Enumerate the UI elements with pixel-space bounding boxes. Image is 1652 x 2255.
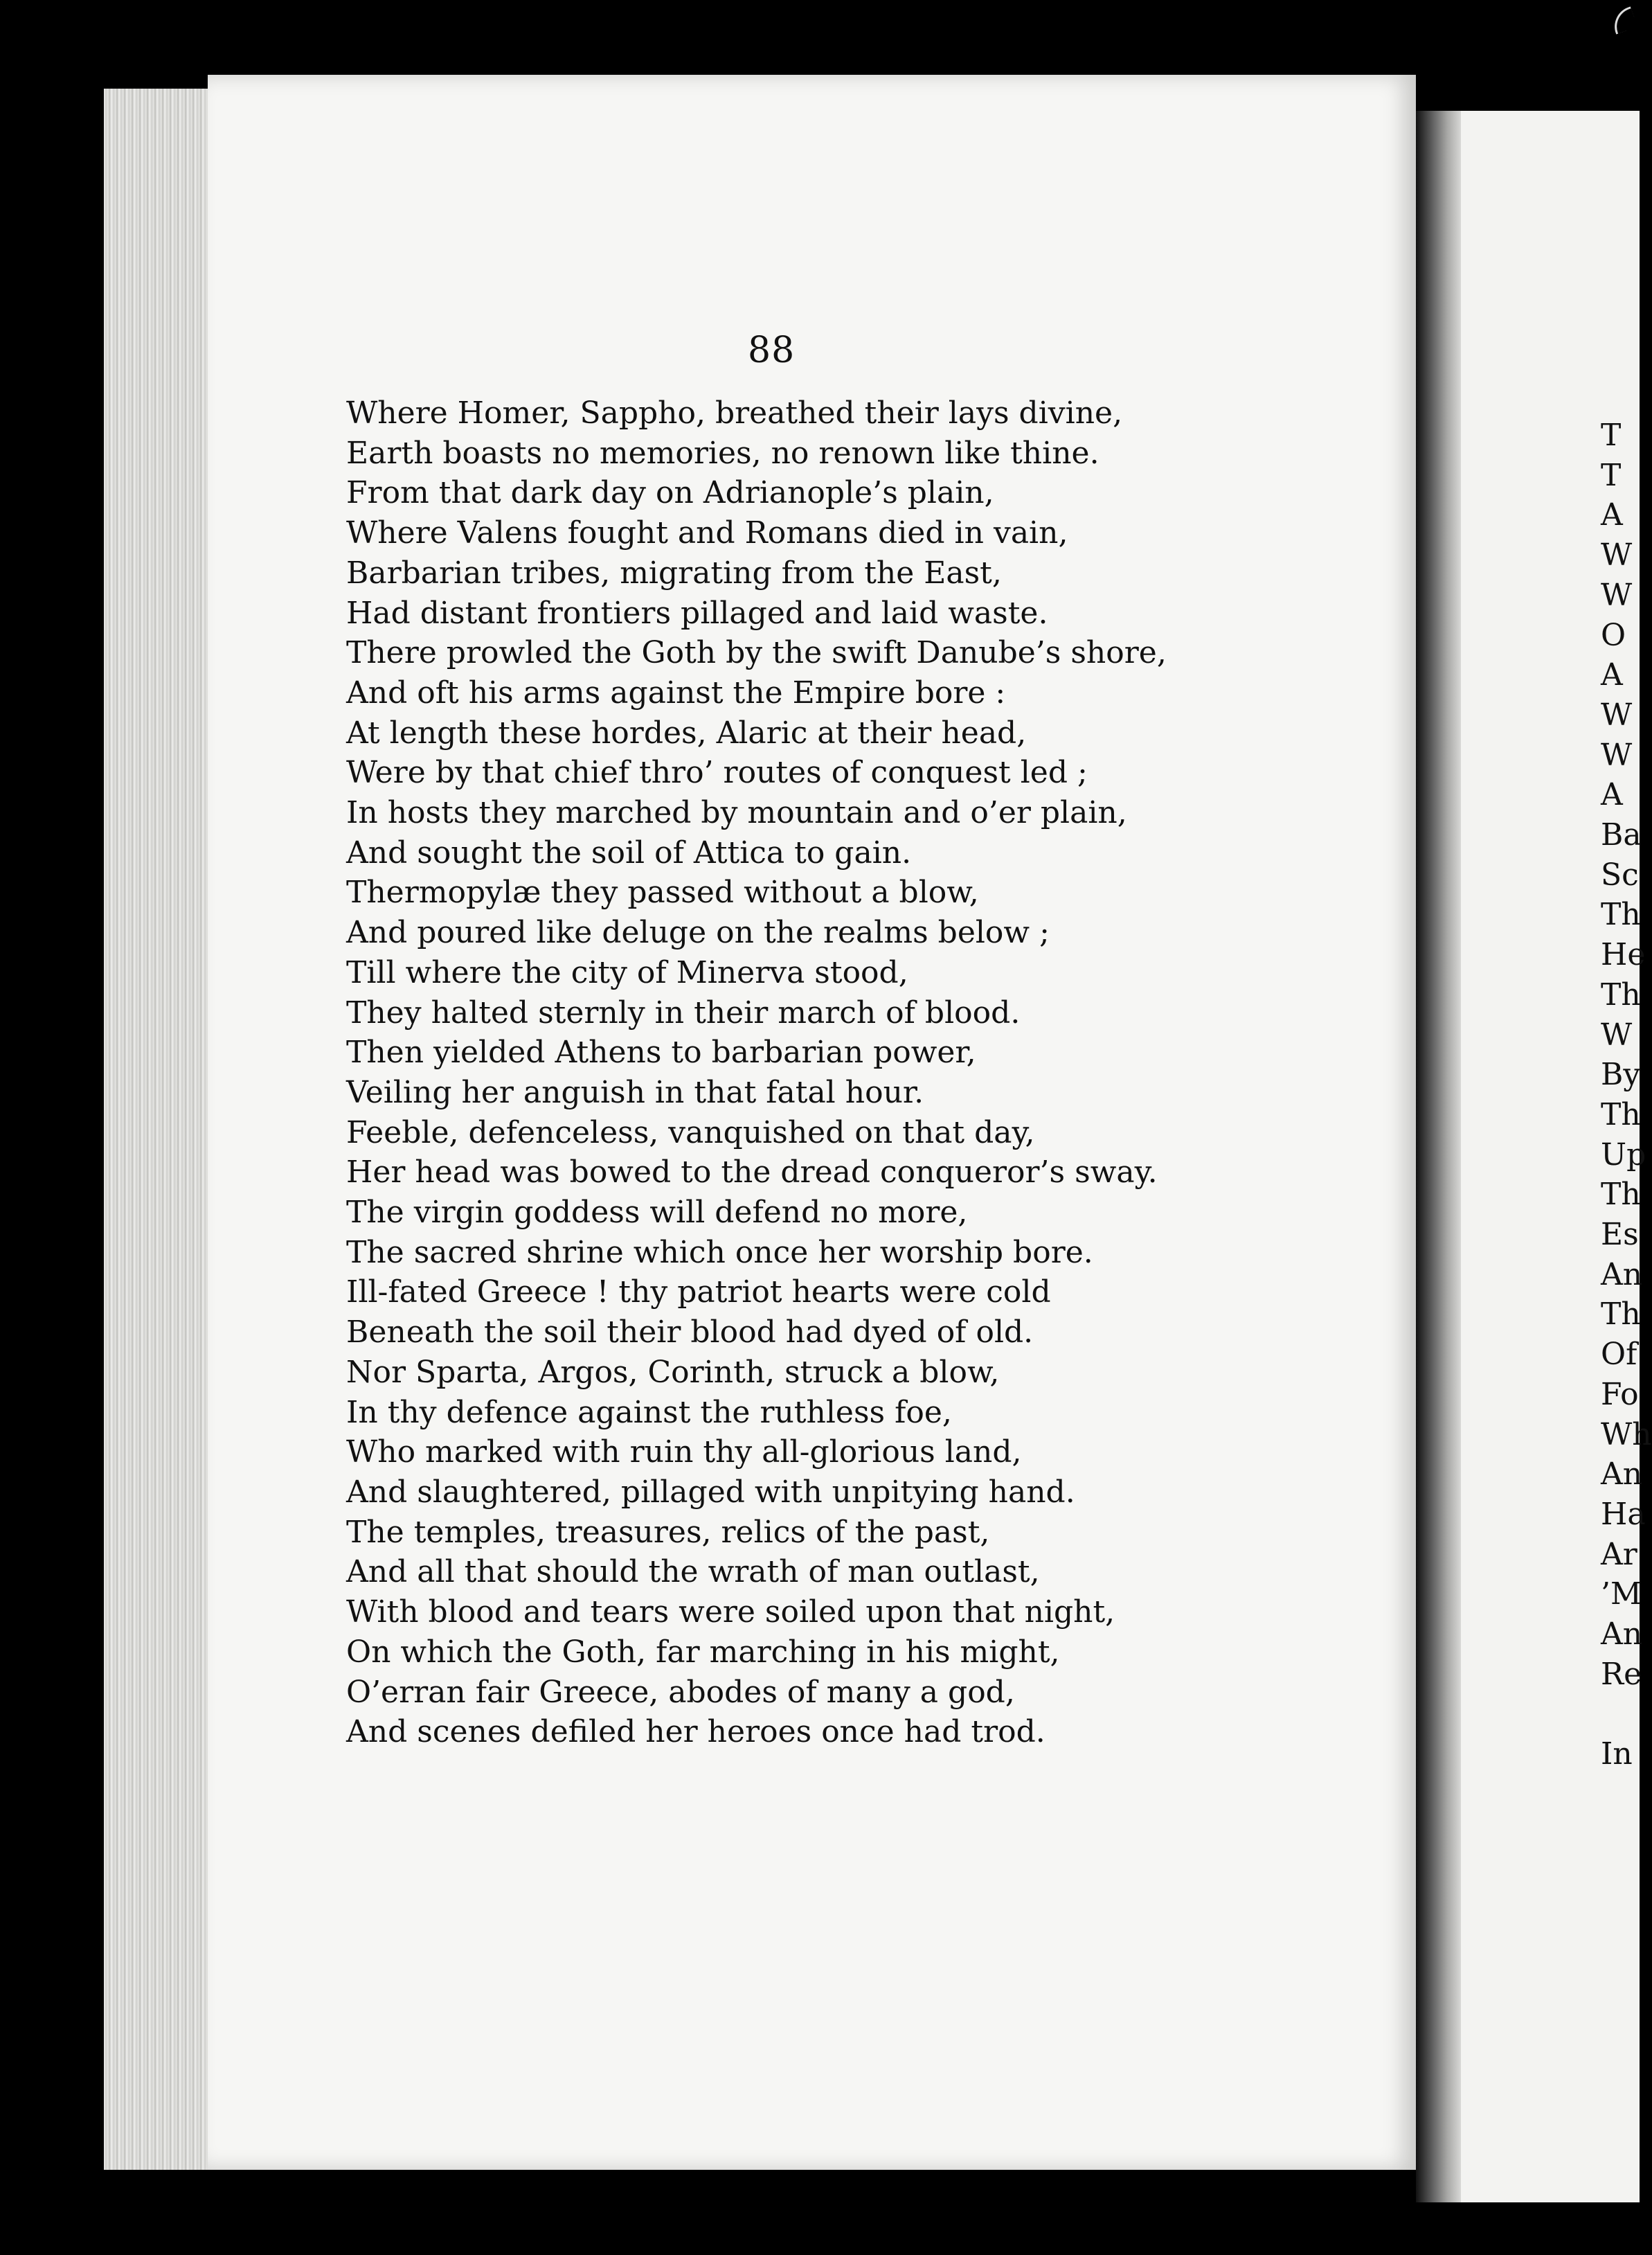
poem-line: And poured like deluge on the realms below ; — [346, 915, 1050, 951]
poem-line: Beneath the soil their blood had dyed of old. — [346, 1314, 1034, 1351]
poem-line: Earth boasts no memories, no renown like thine. — [346, 435, 1099, 471]
facing-page-line-fragment: W — [1601, 537, 1633, 573]
facing-page-line-fragment: A — [1601, 497, 1623, 533]
poem-line: And slaughtered, pillaged with unpitying hand. — [346, 1474, 1075, 1510]
poem-line: The temples, treasures, relics of the past, — [346, 1514, 990, 1550]
facing-page-line-fragment: Es — [1601, 1217, 1639, 1253]
poem-line: Where Homer, Sappho, breathed their lays divine, — [346, 395, 1123, 431]
facing-page-line-fragment: Re — [1601, 1656, 1642, 1692]
facing-page-line-fragment: A — [1601, 777, 1623, 813]
poem-line: On which the Goth, far marching in his might, — [346, 1634, 1060, 1670]
poem-line: In hosts they marched by mountain and o’er plain, — [346, 795, 1127, 831]
facing-page-line-fragment: An — [1601, 1616, 1643, 1652]
facing-page-line-fragment — [1601, 1695, 1652, 1735]
poem-line: Had distant frontiers pillaged and laid waste. — [346, 595, 1048, 631]
facing-page-line-fragment: Sc — [1601, 857, 1639, 893]
facing-page-fragments — [1601, 416, 1652, 1774]
poem-line: And all that should the wrath of man outlast, — [346, 1554, 1040, 1590]
poem-line: And scenes defiled her heroes once had trod. — [346, 1714, 1045, 1750]
poem-line: At length these hordes, Alaric at their head, — [346, 715, 1027, 751]
facing-page-line-fragment: ’M — [1601, 1576, 1642, 1612]
facing-page-line-fragment: W — [1601, 697, 1633, 733]
facing-page-line-fragment: Of — [1601, 1337, 1637, 1373]
poem-line: Then yielded Athens to barbarian power, — [346, 1035, 976, 1071]
facing-page-line-fragment: Th — [1601, 897, 1641, 933]
poem-line: In thy defence against the ruthless foe, — [346, 1394, 952, 1430]
facing-page-line-fragment: Fo — [1601, 1376, 1639, 1412]
poem-line: Till where the city of Minerva stood, — [346, 954, 908, 990]
poem-line: Her head was bowed to the dread conqueror’s sway. — [346, 1155, 1158, 1191]
poem-line: Nor Sparta, Argos, Corinth, struck a blow, — [346, 1354, 1000, 1390]
poem-line: Veiling her anguish in that fatal hour. — [346, 1074, 924, 1110]
facing-page-line-fragment: An — [1601, 1456, 1643, 1492]
facing-page-line-fragment: W — [1601, 1017, 1633, 1053]
poem-text — [346, 393, 1385, 1752]
facing-page-line-fragment: W — [1601, 577, 1633, 613]
facing-page-line-fragment: Th — [1601, 1096, 1641, 1132]
facing-page-line-fragment: Ba — [1601, 817, 1642, 853]
page-edges — [104, 89, 208, 2170]
poem-line: Who marked with ruin thy all-glorious land, — [346, 1434, 1022, 1470]
poem-line: Thermopylæ they passed without a blow, — [346, 875, 979, 911]
poem-line: Ill-fated Greece ! thy patriot hearts were cold — [346, 1274, 1051, 1310]
facing-page-line-fragment: He — [1601, 937, 1646, 973]
facing-page-line-fragment: T — [1601, 457, 1622, 493]
poem-line: They halted sternly in their march of blood. — [346, 995, 1021, 1031]
facing-page-line-fragment: In — [1601, 1736, 1633, 1772]
poem-line: Where Valens fought and Romans died in vain, — [346, 515, 1068, 551]
poem-line: Barbarian tribes, migrating from the East, — [346, 555, 1002, 591]
poem-line: Feeble, defenceless, vanquished on that day, — [346, 1114, 1035, 1150]
facing-page-line-fragment: Up — [1601, 1137, 1646, 1173]
poem-line: There prowled the Goth by the swift Danube’s shore, — [346, 635, 1167, 671]
poem-line: The virgin goddess will defend no more, — [346, 1195, 968, 1231]
facing-page-line-fragment: W — [1601, 737, 1633, 773]
facing-page-line-fragment: By — [1601, 1057, 1641, 1093]
poem-line: And oft his arms against the Empire bore : — [346, 675, 1006, 711]
poem-line: The sacred shrine which once her worship bore. — [346, 1234, 1093, 1270]
facing-page-line-fragment: Ha — [1601, 1496, 1646, 1532]
facing-page-line-fragment: Th — [1601, 1296, 1641, 1332]
poem-line: And sought the soil of Attica to gain. — [346, 835, 912, 871]
facing-page-line-fragment: T — [1601, 418, 1622, 453]
book-gutter — [1416, 111, 1461, 2202]
poem-line: Were by that chief thro’ routes of conquest led ; — [346, 755, 1088, 791]
facing-page-line-fragment: O — [1601, 617, 1626, 653]
corner-scan-mark — [1609, 6, 1638, 34]
poem-line: O’erran fair Greece, abodes of many a god, — [346, 1674, 1015, 1710]
poem-line: From that dark day on Adrianople’s plain, — [346, 475, 994, 511]
facing-page-line-fragment: Th — [1601, 1177, 1641, 1213]
facing-page-line-fragment: Ar — [1601, 1536, 1637, 1572]
facing-page-line-fragment: Wh — [1601, 1416, 1652, 1452]
page-number: 88 — [748, 330, 796, 371]
facing-page-line-fragment: Th — [1601, 977, 1641, 1013]
poem-line: With blood and tears were soiled upon that night, — [346, 1594, 1115, 1630]
facing-page-line-fragment: A — [1601, 657, 1623, 693]
facing-page-line-fragment: An — [1601, 1256, 1643, 1292]
